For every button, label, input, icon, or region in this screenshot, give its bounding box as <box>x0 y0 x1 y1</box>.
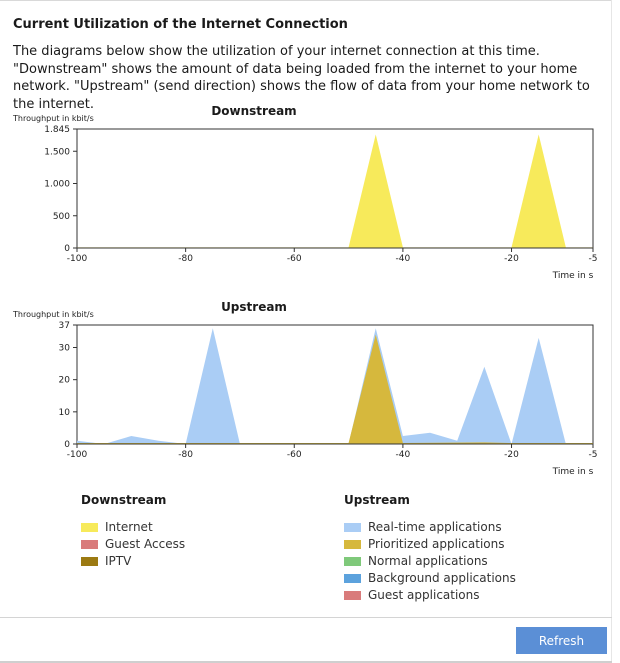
upstream-legend-item <box>344 537 505 551</box>
downstream-legend-label: IPTV <box>105 554 132 568</box>
upstream-legend-label: Real-time applications <box>368 520 502 534</box>
downstream-y-tick-label: 1.500 <box>44 147 70 158</box>
upstream-legend-swatch <box>344 591 361 600</box>
upstream-legend-label: Prioritized applications <box>368 537 505 551</box>
top-divider <box>0 0 612 1</box>
upstream-x-tick-label: -80 <box>178 450 193 460</box>
upstream-legend-heading: Upstream <box>344 493 410 507</box>
downstream-chart <box>0 125 610 283</box>
upstream-legend-item <box>344 571 516 585</box>
upstream-legend-swatch <box>344 523 361 532</box>
upstream-y-tick-label: 20 <box>58 375 70 386</box>
downstream-legend-heading: Downstream <box>81 493 167 507</box>
downstream-x-tick-label: -100 <box>66 254 88 264</box>
downstream-legend-swatch <box>81 523 98 532</box>
upstream-legend-label: Normal applications <box>368 554 488 568</box>
upstream-chart-title: Upstream <box>221 300 287 314</box>
refresh-button[interactable]: Refresh <box>516 627 607 654</box>
downstream-plot-frame <box>77 129 593 248</box>
upstream-chart <box>0 321 610 479</box>
downstream-x-tick-label: -20 <box>504 254 519 264</box>
downstream-x-axis-label: Time in s <box>552 271 594 281</box>
upstream-legend-swatch <box>344 557 361 566</box>
downstream-y-tick-label: 1.845 <box>44 125 70 135</box>
page-title: Current Utilization of the Internet Connection <box>13 17 348 32</box>
upstream-y-tick-label: 30 <box>58 343 70 354</box>
downstream-y-axis-label: Throughput in kbit/s <box>13 114 94 123</box>
downstream-legend-item <box>81 537 185 551</box>
downstream-legend-item <box>81 520 153 534</box>
upstream-plot-frame <box>77 325 593 444</box>
footer-divider <box>0 617 612 618</box>
upstream-y-tick-label: 0 <box>64 440 70 450</box>
upstream-legend-swatch <box>344 540 361 549</box>
downstream-legend-swatch <box>81 557 98 566</box>
downstream-y-tick-label: 500 <box>52 211 70 222</box>
downstream-y-tick-label: 1.000 <box>44 179 70 190</box>
upstream-x-axis-label: Time in s <box>552 467 594 477</box>
upstream-legend-item <box>344 588 480 602</box>
upstream-y-tick-label: 10 <box>58 407 70 418</box>
upstream-legend-swatch <box>344 574 361 583</box>
downstream-legend-label: Guest Access <box>105 537 186 551</box>
upstream-legend-item <box>344 520 502 534</box>
downstream-chart-title: Downstream <box>211 104 297 118</box>
upstream-legend-label: Background applications <box>368 571 516 585</box>
upstream-legend-label: Guest applications <box>368 588 480 602</box>
upstream-x-tick-label: -20 <box>504 450 519 460</box>
downstream-legend-item <box>81 554 131 568</box>
downstream-legend-swatch <box>81 540 98 549</box>
downstream-x-tick-label: -80 <box>178 254 193 264</box>
right-divider <box>611 0 612 663</box>
upstream-y-tick-label: 37 <box>58 321 70 331</box>
page-description: The diagrams below show the utilization of your internet connection at this time. "Downstream" shows the amount of data being loaded from the internet to your home network. "Upstream" (send direction) shows the flow of data from your home network to the internet. <box>13 44 590 112</box>
downstream-legend-label: Internet <box>105 520 153 534</box>
downstream-x-tick-label: -40 <box>395 254 411 264</box>
upstream-legend-item <box>344 554 488 568</box>
downstream-y-tick-label: 0 <box>64 244 70 254</box>
downstream-x-tick-label: -60 <box>286 254 302 264</box>
upstream-x-tick-label: -60 <box>286 450 302 460</box>
upstream-x-tick-label: -100 <box>66 450 88 460</box>
upstream-x-tick-label: -5 <box>588 450 598 460</box>
upstream-y-axis-label: Throughput in kbit/s <box>13 310 94 319</box>
upstream-x-tick-label: -40 <box>395 450 411 460</box>
downstream-x-tick-label: -5 <box>588 254 598 264</box>
